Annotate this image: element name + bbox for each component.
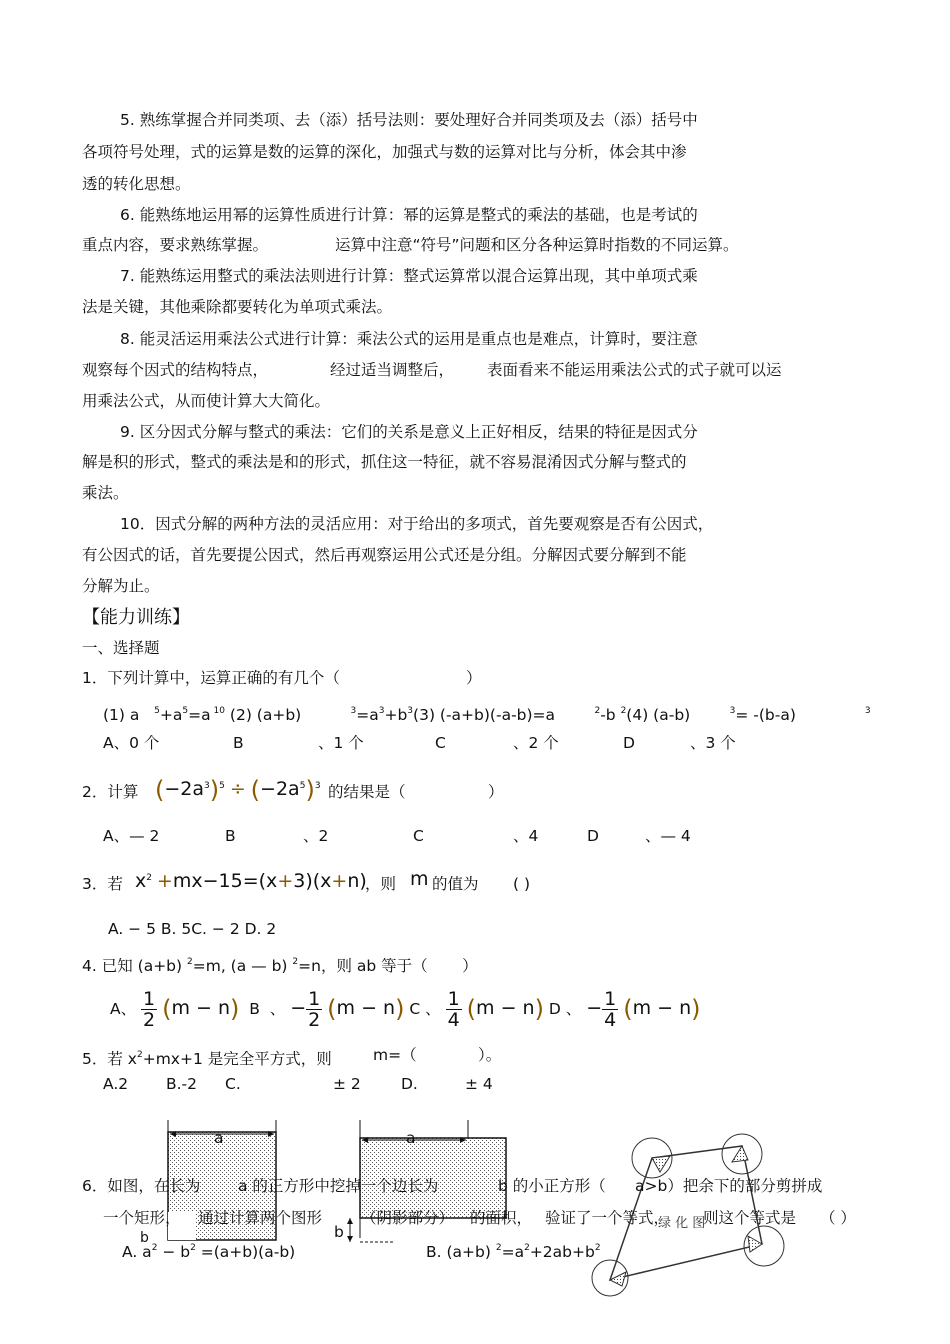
q6-line2f: 则这个等式是 — [703, 1209, 797, 1227]
q5-option-c: C. — [225, 1075, 241, 1093]
q4-frac-d: $\frac{1}{4}$ — [604, 988, 617, 1031]
para-9-line3: 乘法。 — [82, 484, 129, 502]
q1-option-a: A、0 个 — [103, 734, 160, 752]
q6-line2a: 一个矩形， — [103, 1209, 181, 1227]
q1-stem-close: ） — [466, 669, 482, 687]
q1-option-d-text: 、3 个 — [690, 734, 736, 752]
q2-option-a: A、— 2 — [103, 827, 160, 845]
q6-line2e: 验证了一个等式， — [545, 1209, 670, 1227]
q2-option-b-text: 、2 — [303, 827, 329, 845]
para-8-line2a: 观察每个因式的结构特点， — [82, 361, 269, 379]
q4-frac-b: $\frac{1}{2}$ — [308, 988, 321, 1031]
q3-options: A. − 5 B. 5C. − 2 D. 2 — [108, 920, 277, 938]
para-7-line1: 7. 能熟练运用整式的乘法法则进行计算：整式运算常以混合运算出现，其中单项式乘 — [120, 267, 698, 285]
q3-stem: 3．若 — [82, 875, 123, 893]
q6-line1d: a>b）把余下的部分剪拼成 — [635, 1177, 823, 1195]
q6-line2b: 通过计算两个图形 — [198, 1209, 323, 1227]
para-5-line3: 透的转化思想。 — [82, 175, 191, 193]
q4-options: A、 $\frac{1}{2}$ (m − n) B 、 − $\frac{1}{2}$ (m − n) C 、 $\frac{1}{4}$ (m − n) D 、 − $\frac{1}{4}$ (m − n) — [110, 988, 701, 1031]
q4-stem: 4. 已知 (a+b) $^2$=m, (a — b) $^2$=n，则 ab 等于（ ） — [82, 957, 478, 975]
q2-option-c-text: 、4 — [513, 827, 539, 845]
q6-line2c: （阴影部分） — [361, 1209, 455, 1227]
q4-frac-c: $\frac{1}{4}$ — [447, 988, 460, 1031]
q3-then: ，则 — [365, 875, 397, 893]
fig-left-label-a: a — [214, 1129, 224, 1147]
para-7-line2: 法是关键，其他乘除都要转化为单项式乘法。 — [82, 298, 393, 316]
q2-option-b: B — [225, 827, 236, 845]
q6-paren: （ ） — [820, 1209, 856, 1227]
para-8-line1: 8. 能灵活运用乘法公式进行计算：乘法公式的运用是重点也是难点，计算时，要注意 — [120, 330, 698, 348]
q1-option-b: B — [233, 734, 244, 752]
para-8-line2c: 表面看来不能运用乘法公式的式子就可以运 — [487, 361, 782, 379]
q6-line2d: 的面积， — [470, 1209, 533, 1227]
q6-option-b: B. (a+b) $^2=a^2+2ab+b^2$ — [426, 1243, 601, 1261]
fig-left-label-b: b — [140, 1230, 149, 1246]
q2-option-c: C — [413, 827, 424, 845]
q4-frac-a: $\frac{1}{2}$ — [143, 988, 156, 1031]
section-title: 【能力训练】 — [82, 607, 190, 628]
para-6-line1: 6. 能熟练地运用幂的运算性质进行计算：幂的运算是整式的乘法的基础，也是考试的 — [120, 206, 698, 224]
q6-line1c: b 的小正方形（ — [498, 1177, 606, 1195]
q6-line1a: 6．如图，在长为 — [82, 1177, 201, 1195]
para-8-line3: 用乘法公式，从而使计算大大简化。 — [82, 392, 331, 410]
fig-right-label-b: b — [334, 1223, 344, 1241]
para-9-line1: 9. 区分因式分解与整式的乘法：它们的关系是意义上正好相反，结果的特征是因式分 — [120, 423, 698, 441]
q2-option-d-text: 、— 4 — [645, 827, 691, 845]
q5-option-d-text: ± 4 — [465, 1075, 493, 1093]
q5-option-c-text: ± 2 — [333, 1075, 361, 1093]
q3-tail: 的值为 — [432, 875, 479, 893]
para-9-line2: 解是积的形式，整式的乘法是和的形式，抓住这一特征，就不容易混淆因式分解与整式的 — [82, 453, 687, 471]
para-5-line1: 5. 熟练掌握合并同类项、去（添）括号法则：要处理好合并同类项及去（添）括号中 — [120, 111, 698, 129]
q3-m: m — [410, 868, 429, 890]
q2-option-d: D — [587, 827, 599, 845]
q6-line1b: a 的正方形中挖掉一个边长为 — [238, 1177, 439, 1195]
para-6-line2b: 运算中注意“符号”问题和区分各种运算时指数的不同运算。 — [335, 236, 739, 254]
para-8-line2b: 经过适当调整后， — [330, 361, 455, 379]
para-10-line1: 10．因式分解的两种方法的灵活应用：对于给出的多项式，首先要观察是否有公因式， — [120, 515, 714, 533]
watermark-text: 绿 化 图 — [658, 1216, 706, 1231]
q5-option-b: B.-2 — [166, 1075, 198, 1093]
q1-option-c-text: 、2 个 — [513, 734, 559, 752]
q1-option-b-text: 、1 个 — [318, 734, 364, 752]
q5-stem: 5．若 $x^2+mx+1$ 是完全平方式，则 — [82, 1050, 332, 1068]
para-10-line3: 分解为止。 — [82, 577, 160, 595]
q5-option-a: A.2 — [103, 1075, 129, 1093]
para-5-line2: 各项符号处理，式的运算是数的运算的深化，加强式与数的运算对比与分析，体会其中渗 — [82, 143, 687, 161]
para-10-line2: 有公因式的话，首先要提公因式，然后再观察运用公式还是分组。分解因式要分解到不能 — [82, 546, 687, 564]
q1-stem: 1．下列计算中，运算正确的有几个（ — [82, 669, 340, 687]
q1-option-d: D — [623, 734, 635, 752]
subsection-title: 一、选择题 — [82, 639, 160, 657]
para-6-line2a: 重点内容，要求熟练掌握。 — [82, 236, 269, 254]
q5-close: ）。 — [478, 1046, 502, 1064]
q3-paren: ( ) — [513, 875, 531, 893]
q6-option-a: A. $a^2 - b^2 =(a+b)(a-b)$ — [122, 1243, 296, 1261]
q2-stem: 2．计算 — [82, 783, 139, 801]
q1-option-c: C — [435, 734, 446, 752]
q5-m: m=（ — [373, 1046, 417, 1064]
q5-option-d: D. — [401, 1075, 418, 1093]
q3-equation: $x^2 +mx-15=(x+3)(x+n)$ — [135, 870, 367, 892]
q2-close: ） — [488, 783, 504, 801]
q1-expressions: (1) a $^5+a^5=a$ $^{10}$ (2) (a+b) $^3=a^3+b^3(3)$ (-a+b)(-a-b)=a $^2$-b $^2$(4) (a-b) $^3$= -(b-a) $^3$ — [103, 706, 871, 724]
fig-right-label-a: a — [406, 1129, 416, 1147]
q2-expression: $(-2a^3)^5 \div (-2a^5)^3$ — [155, 776, 321, 804]
q2-tail: 的结果是（ — [328, 783, 406, 801]
